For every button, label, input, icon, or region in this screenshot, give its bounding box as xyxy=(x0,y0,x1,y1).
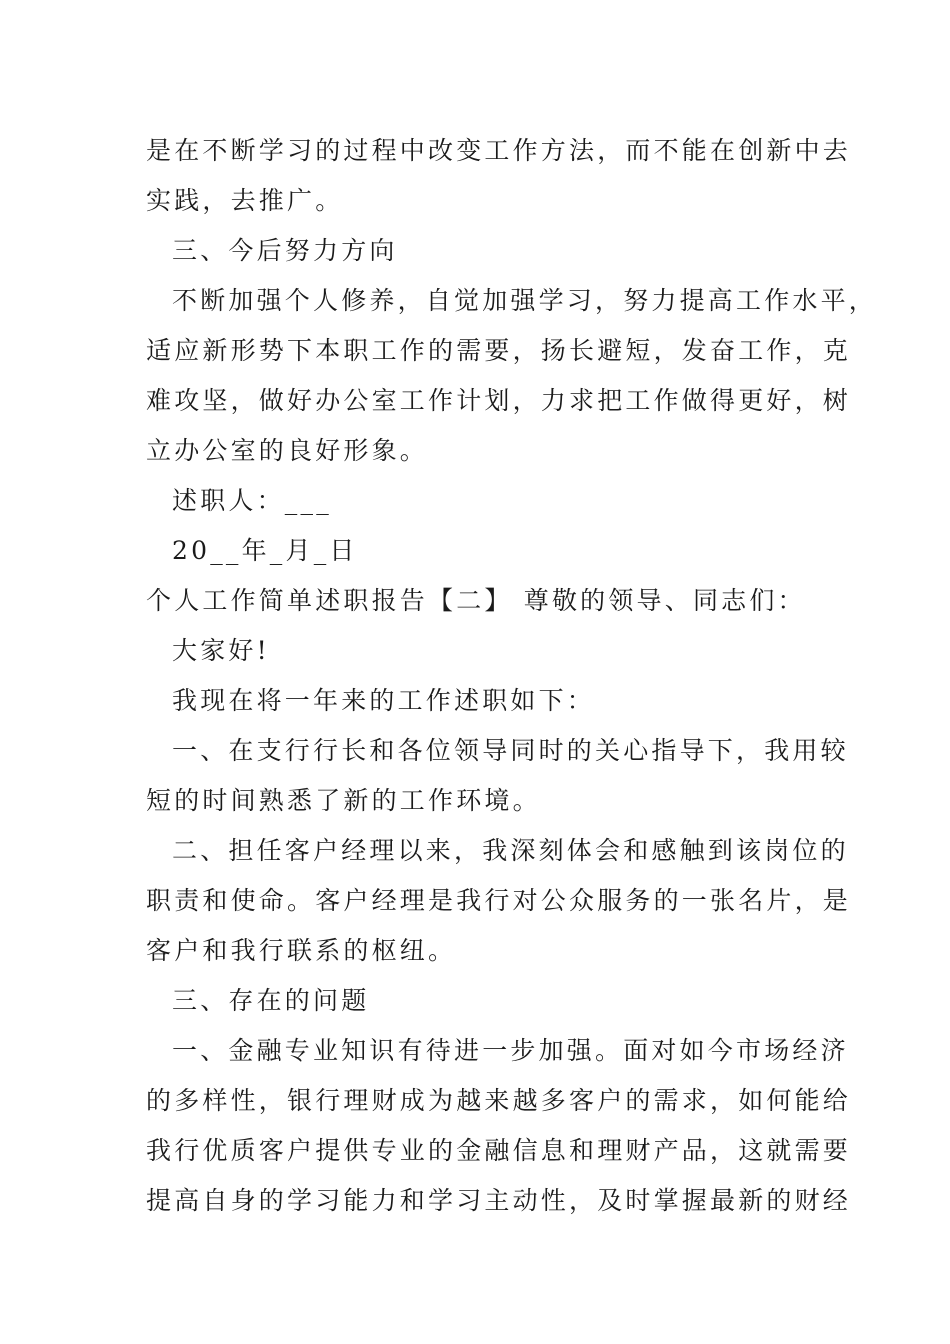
paragraph-line: 二、担任客户经理以来，我深刻体会和感触到该岗位的 xyxy=(172,836,849,865)
date-line: 20__年_月_日 xyxy=(172,536,358,565)
section-heading: 三、今后努力方向 xyxy=(172,236,398,265)
greeting-line: 大家好! xyxy=(172,636,270,665)
paragraph-line: 短的时间熟悉了新的工作环境。 xyxy=(146,786,541,815)
paragraph-line: 一、金融专业知识有待进一步加强。面对如今市场经济 xyxy=(172,1036,849,1065)
paragraph-line: 我现在将一年来的工作述职如下： xyxy=(172,686,596,715)
paragraph-line: 的多样性，银行理财成为越来越多客户的需求，如何能给 xyxy=(146,1086,852,1115)
paragraph-line: 一、在支行行长和各位领导同时的关心指导下，我用较 xyxy=(172,736,849,765)
paragraph-line: 提高自身的学习能力和学习主动性，及时掌握最新的财经 xyxy=(146,1186,852,1215)
paragraph-line: 我行优质客户提供专业的金融信息和理财产品，这就需要 xyxy=(146,1136,852,1165)
paragraph-line: 适应新形势下本职工作的需要，扬长避短，发奋工作，克 xyxy=(146,336,852,365)
paragraph-line: 是在不断学习的过程中改变工作方法，而不能在创新中去 xyxy=(146,136,852,165)
paragraph-line: 客户和我行联系的枢纽。 xyxy=(146,936,457,965)
paragraph-line: 实践，去推广。 xyxy=(146,186,344,215)
paragraph-line: 不断加强个人修养，自觉加强学习，努力提高工作水平， xyxy=(172,286,878,315)
paragraph-line: 立办公室的良好形象。 xyxy=(146,436,429,465)
signatory-line: 述职人：___ xyxy=(172,486,332,515)
report-title-line: 个人工作简单述职报告【二】 尊敬的领导、同志们： xyxy=(146,586,806,615)
section-heading: 三、存在的问题 xyxy=(172,986,370,1015)
paragraph-line: 职责和使命。客户经理是我行对公众服务的一张名片，是 xyxy=(146,886,852,915)
paragraph-line: 难攻坚，做好办公室工作计划，力求把工作做得更好，树 xyxy=(146,386,852,415)
